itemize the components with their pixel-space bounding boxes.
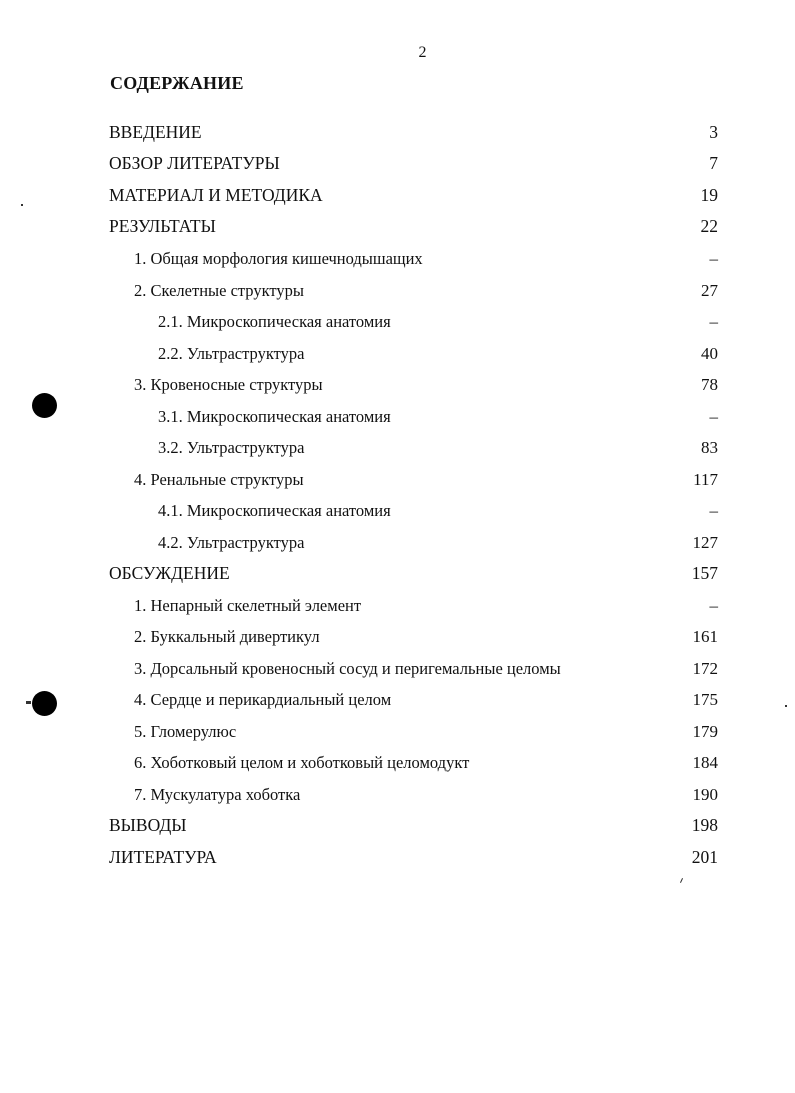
toc-entry [0, 407, 795, 431]
toc-entry-page: 190 [692, 785, 718, 804]
toc-entry-label: 4.1. Микроскопическая анатомия [158, 501, 391, 520]
toc-entry [0, 753, 795, 777]
toc-entry [0, 659, 795, 683]
toc-entry [0, 185, 795, 209]
toc-entry-page: – [709, 249, 718, 268]
toc-entry-label: 3.2. Ультраструктура [158, 438, 305, 457]
toc-entry-label: 7. Мускулатура хоботка [134, 785, 301, 804]
toc-entry-label: 2. Буккальный дивертикул [134, 627, 320, 646]
toc-entry [0, 344, 795, 368]
toc-entry-page: 40 [701, 344, 718, 363]
toc-entry-page: 127 [692, 533, 718, 552]
page-number: 2 [418, 44, 427, 61]
toc-entry [0, 281, 795, 305]
toc-entry-label: 6. Хоботковый целом и хоботковый целомодукт [134, 753, 470, 772]
toc-entry [0, 815, 795, 839]
toc-entry-label: ВВЕДЕНИЕ [109, 122, 202, 142]
toc-entry-label: 2. Скелетные структуры [134, 281, 304, 300]
toc-entry-label: ЛИТЕРАТУРА [109, 847, 217, 867]
toc-entry-label: 4. Сердце и перикардиальный целом [134, 690, 392, 709]
toc-entry [0, 312, 795, 336]
toc-entry-label: 1. Непарный скелетный элемент [134, 596, 362, 615]
toc-entry [0, 438, 795, 462]
toc-entry-label: 4. Ренальные структуры [134, 470, 304, 489]
toc-entry-page: 161 [692, 627, 718, 646]
toc-entry-page: – [709, 596, 718, 615]
toc-entry-label: 2.1. Микроскопическая анатомия [158, 312, 391, 331]
toc-entry-label: 3. Кровеносные структуры [134, 375, 323, 394]
toc-entry-label: 4.2. Ультраструктура [158, 533, 305, 552]
toc-entry-page: 83 [701, 438, 718, 457]
toc-entry-page: 7 [709, 153, 718, 173]
scan-speck [21, 204, 23, 206]
toc-entry-label: 2.2. Ультраструктура [158, 344, 305, 363]
toc-entry-page: 22 [700, 216, 718, 236]
toc-entry-label: ОБСУЖДЕНИЕ [109, 563, 230, 583]
toc-entry [0, 847, 795, 871]
toc-entry [0, 785, 795, 809]
toc-entry-page: – [709, 312, 718, 331]
toc-entry-page: 201 [691, 847, 718, 867]
toc-entry-page: 78 [701, 375, 718, 394]
toc-entry [0, 122, 795, 146]
toc-entry-page: 27 [701, 281, 718, 300]
toc-entry-page: 184 [692, 753, 718, 772]
toc-entry [0, 596, 795, 620]
toc-entry [0, 153, 795, 177]
toc-entry [0, 690, 795, 714]
toc-entry-page: – [709, 407, 718, 426]
toc-entry-label: МАТЕРИАЛ И МЕТОДИКА [109, 185, 323, 205]
toc-entry-label: РЕЗУЛЬТАТЫ [109, 216, 216, 236]
toc-entry-page: 117 [693, 470, 718, 489]
toc-entry [0, 375, 795, 399]
toc-entry-page: 157 [691, 563, 718, 583]
toc-entry-label: 5. Гломерулюс [134, 722, 237, 741]
scan-speck [680, 878, 683, 883]
toc-entry [0, 249, 795, 273]
toc-entry-label: ВЫВОДЫ [109, 815, 187, 835]
toc-entry [0, 470, 795, 494]
toc-entry-page: – [709, 501, 718, 520]
toc-entry [0, 627, 795, 651]
toc-entry [0, 533, 795, 557]
toc-entry-page: 179 [692, 722, 718, 741]
toc-entry-label: 3.1. Микроскопическая анатомия [158, 407, 391, 426]
punch-hole [32, 393, 57, 418]
toc-entry [0, 722, 795, 746]
toc-entry-page: 198 [691, 815, 718, 835]
toc-entry-page: 175 [692, 690, 718, 709]
toc-entry-label: 1. Общая морфология кишечнодышащих [134, 249, 423, 268]
toc-entry-page: 3 [709, 122, 718, 142]
toc-title: СОДЕРЖАНИЕ [110, 73, 244, 93]
scan-speck [26, 701, 31, 704]
toc-entry-page: 172 [692, 659, 718, 678]
toc-entry [0, 563, 795, 587]
scan-speck [785, 705, 787, 707]
toc-entry-label: 3. Дорсальный кровеносный сосуд и перигемальные целомы [134, 659, 561, 678]
toc-entry-page: 19 [700, 185, 718, 205]
toc-entry-label: ОБЗОР ЛИТЕРАТУРЫ [109, 153, 280, 173]
punch-hole [32, 691, 57, 716]
toc-entry [0, 216, 795, 240]
toc-entry [0, 501, 795, 525]
